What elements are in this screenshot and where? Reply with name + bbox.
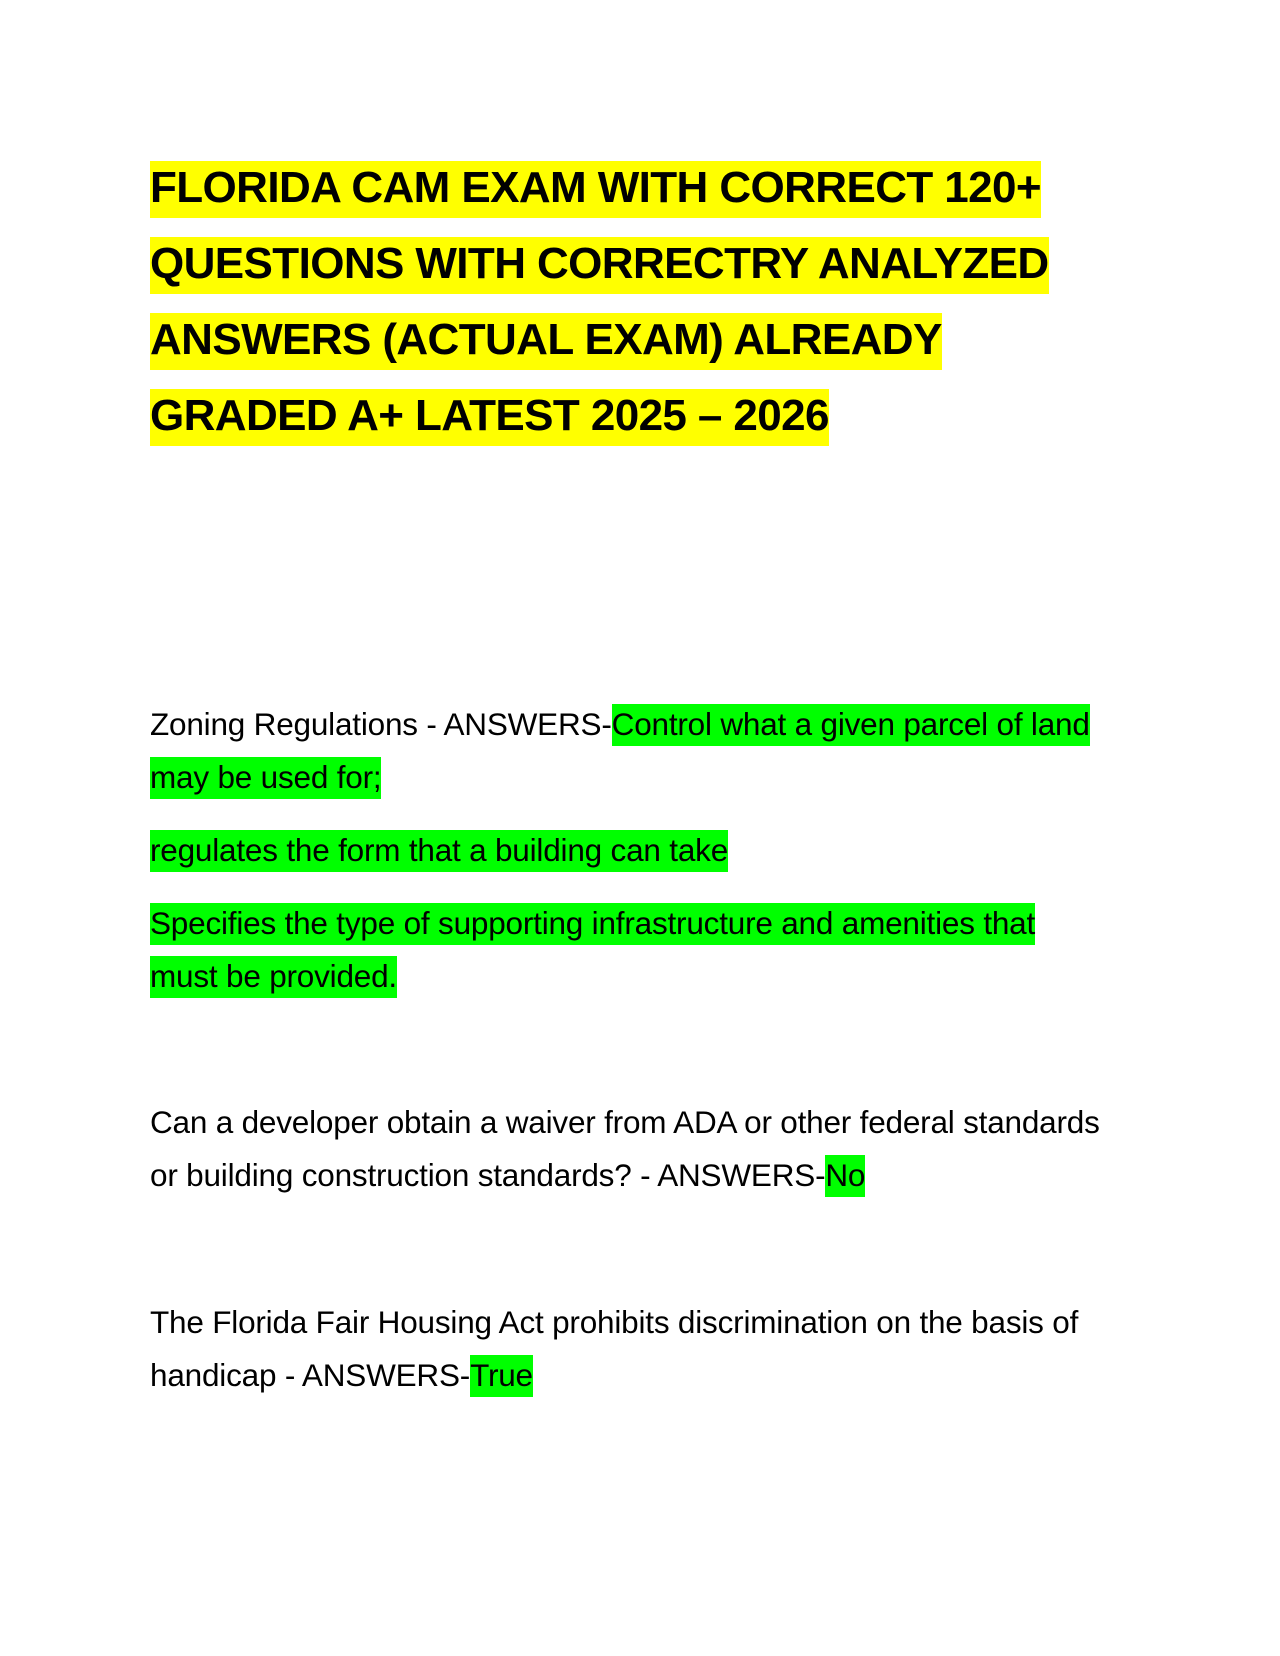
qa-paragraph — [150, 1296, 1110, 1402]
answer-text: Specifies the type of supporting infrastructure and amenities that must be provided. — [150, 903, 1035, 998]
document-page — [150, 150, 1110, 1393]
qa-paragraph — [150, 897, 1110, 1003]
title-line: FLORIDA CAM EXAM WITH CORRECT 120+ — [150, 150, 1110, 226]
title-line: ANSWERS (ACTUAL EXAM) ALREADY — [150, 302, 1110, 378]
document-title — [150, 150, 1110, 454]
answer-text: regulates the form that a building can take — [150, 830, 728, 872]
answer-text: True — [470, 1355, 533, 1397]
qa-paragraph — [150, 824, 1110, 877]
answer-text: Control what a given parcel of land may be used for; — [150, 704, 1090, 799]
question-text: Can a developer obtain a waiver from ADA or other federal standards or building construction standards? - ANSWERS- — [150, 1104, 1100, 1193]
title-line: GRADED A+ LATEST 2025 – 2026 — [150, 378, 1110, 454]
qa-paragraph — [150, 698, 1110, 804]
qa-item-fair-housing — [150, 1296, 1110, 1402]
title-line: QUESTIONS WITH CORRECTRY ANALYZED — [150, 226, 1110, 302]
qa-item-zoning — [150, 698, 1110, 1003]
answer-text: No — [825, 1155, 865, 1197]
qa-item-ada-waiver — [150, 1096, 1110, 1202]
question-text: The Florida Fair Housing Act prohibits discrimination on the basis of handicap - ANSWERS- — [150, 1304, 1079, 1393]
qa-paragraph — [150, 1096, 1110, 1202]
question-text: Zoning Regulations - ANSWERS- — [150, 706, 612, 742]
